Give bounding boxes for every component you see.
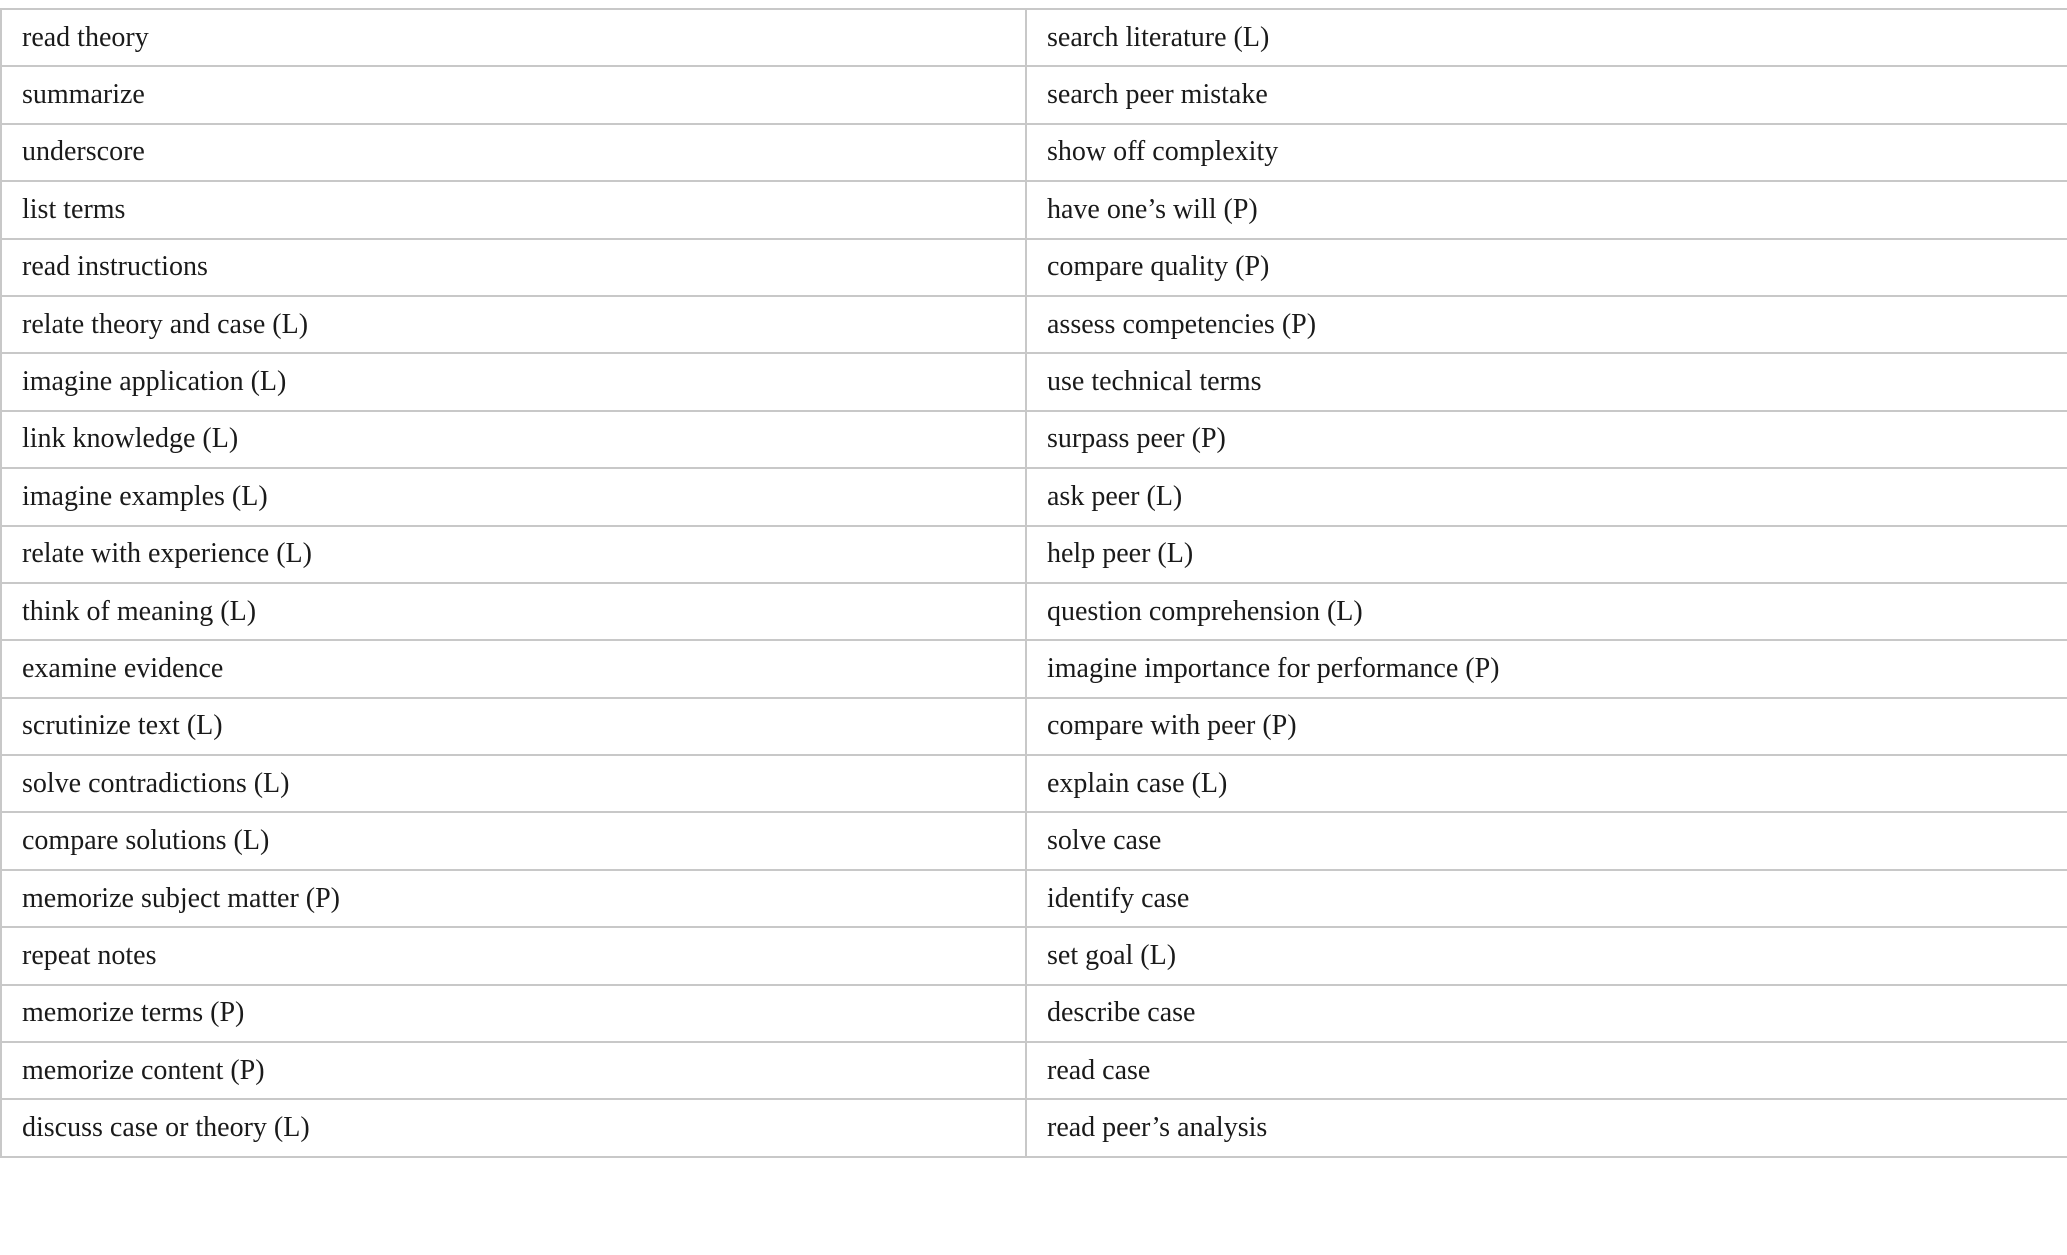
table-row: [1, 66, 2067, 123]
table-cell-right: search literature (L): [1026, 9, 2067, 66]
table-cell-left: solve contradictions (L): [1, 755, 1026, 812]
table-cell-left: list terms: [1, 181, 1026, 238]
table-cell-right: search peer mistake: [1026, 66, 2067, 123]
table-cell-left: summarize: [1, 66, 1026, 123]
table-row: [1, 181, 2067, 238]
table-cell-left: examine evidence: [1, 640, 1026, 697]
table-cell-right: set goal (L): [1026, 927, 2067, 984]
table-cell-right: compare quality (P): [1026, 239, 2067, 296]
table-cell-right: solve case: [1026, 812, 2067, 869]
table-cell-right: describe case: [1026, 985, 2067, 1042]
table-cell-right: imagine importance for performance (P): [1026, 640, 2067, 697]
table-cell-left: relate with experience (L): [1, 526, 1026, 583]
table-cell-right: show off complexity: [1026, 124, 2067, 181]
table-row: [1, 1042, 2067, 1099]
table-cell-left: link knowledge (L): [1, 411, 1026, 468]
activities-table: [0, 8, 2067, 1158]
table-row: [1, 927, 2067, 984]
table-cell-right: read peer’s analysis: [1026, 1099, 2067, 1156]
activities-table-body: [1, 9, 2067, 1157]
table-cell-left: imagine application (L): [1, 353, 1026, 410]
table-row: [1, 812, 2067, 869]
table-cell-left: imagine examples (L): [1, 468, 1026, 525]
table-row: [1, 296, 2067, 353]
table-cell-left: relate theory and case (L): [1, 296, 1026, 353]
table-cell-right: explain case (L): [1026, 755, 2067, 812]
table-row: [1, 239, 2067, 296]
table-row: [1, 468, 2067, 525]
table-row: [1, 755, 2067, 812]
table-cell-left: discuss case or theory (L): [1, 1099, 1026, 1156]
table-row: [1, 526, 2067, 583]
table-row: [1, 870, 2067, 927]
table-cell-right: use technical terms: [1026, 353, 2067, 410]
table-cell-left: scrutinize text (L): [1, 698, 1026, 755]
table-row: [1, 9, 2067, 66]
table-cell-left: read theory: [1, 9, 1026, 66]
table-cell-right: read case: [1026, 1042, 2067, 1099]
table-row: [1, 124, 2067, 181]
table-cell-right: ask peer (L): [1026, 468, 2067, 525]
table-row: [1, 640, 2067, 697]
table-cell-left: memorize content (P): [1, 1042, 1026, 1099]
table-cell-left: memorize terms (P): [1, 985, 1026, 1042]
table-cell-left: underscore: [1, 124, 1026, 181]
table-row: [1, 411, 2067, 468]
table-cell-right: compare with peer (P): [1026, 698, 2067, 755]
table-row: [1, 353, 2067, 410]
table-cell-right: identify case: [1026, 870, 2067, 927]
table-row: [1, 1099, 2067, 1156]
table-row: [1, 698, 2067, 755]
table-row: [1, 985, 2067, 1042]
table-cell-left: compare solutions (L): [1, 812, 1026, 869]
table-cell-right: help peer (L): [1026, 526, 2067, 583]
table-cell-right: question comprehension (L): [1026, 583, 2067, 640]
table-cell-left: think of meaning (L): [1, 583, 1026, 640]
table-cell-right: surpass peer (P): [1026, 411, 2067, 468]
table-cell-left: read instructions: [1, 239, 1026, 296]
table-row: [1, 583, 2067, 640]
table-cell-right: assess competencies (P): [1026, 296, 2067, 353]
table-cell-left: repeat notes: [1, 927, 1026, 984]
table-cell-left: memorize subject matter (P): [1, 870, 1026, 927]
table-cell-right: have one’s will (P): [1026, 181, 2067, 238]
